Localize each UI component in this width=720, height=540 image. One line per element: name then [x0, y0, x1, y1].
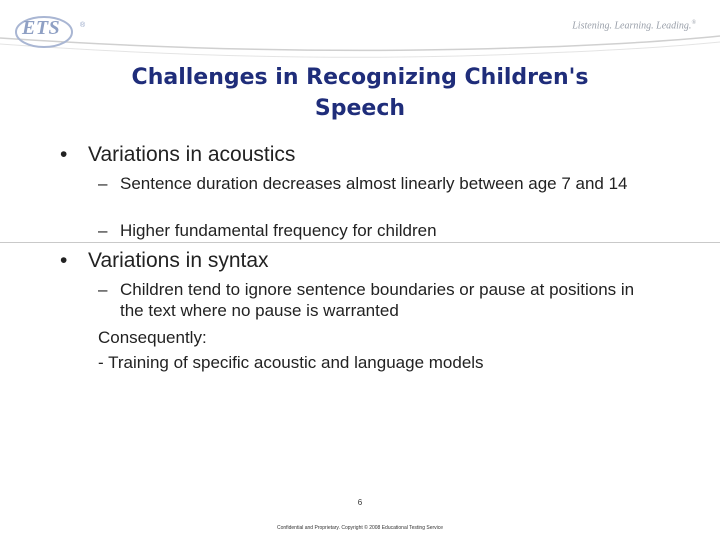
slide-title-line-1: Challenges in Recognizing Children's — [131, 65, 589, 90]
sub-bullet-text: Higher fundamental frequency for children — [120, 221, 437, 240]
slide-title — [40, 62, 680, 124]
footer-copyright: Confidential and Proprietary. Copyright © 2008 Educational Testing Service — [276, 525, 444, 531]
sub-bullet-text: Sentence duration decreases almost linearly between age 7 and 14 — [120, 174, 628, 193]
sub-bullet-marker: – — [98, 174, 108, 193]
divider-line — [0, 242, 720, 243]
tagline — [572, 20, 696, 31]
page-number: 6 — [357, 498, 363, 507]
bullet-marker: • — [60, 249, 68, 272]
ets-logo — [14, 12, 86, 52]
sub-bullet-marker: – — [98, 221, 108, 240]
tagline-registered-mark: ® — [691, 20, 696, 26]
logo-text: ETS — [22, 17, 61, 39]
bullet-marker: • — [60, 143, 68, 166]
consequently-label: Consequently: — [98, 328, 207, 347]
tagline-text: Listening. Learning. Leading. — [572, 20, 692, 32]
sub-bullet-marker: – — [98, 280, 108, 299]
sub-bullet-item — [98, 173, 678, 194]
logo-registered-mark: ® — [80, 22, 86, 29]
sub-bullet-item — [98, 220, 678, 241]
sub-bullet-text: Children tend to ignore sentence boundaries or pause at positions in the text where no pause is warranted — [120, 280, 635, 320]
sub-bullet-item — [98, 279, 638, 321]
consequence-line: - Training of specific acoustic and language models — [98, 353, 484, 372]
slide-title-line-2: Speech — [314, 96, 406, 121]
bullet-text: Variations in syntax — [88, 249, 269, 272]
bullet-text: Variations in acoustics — [88, 143, 296, 166]
